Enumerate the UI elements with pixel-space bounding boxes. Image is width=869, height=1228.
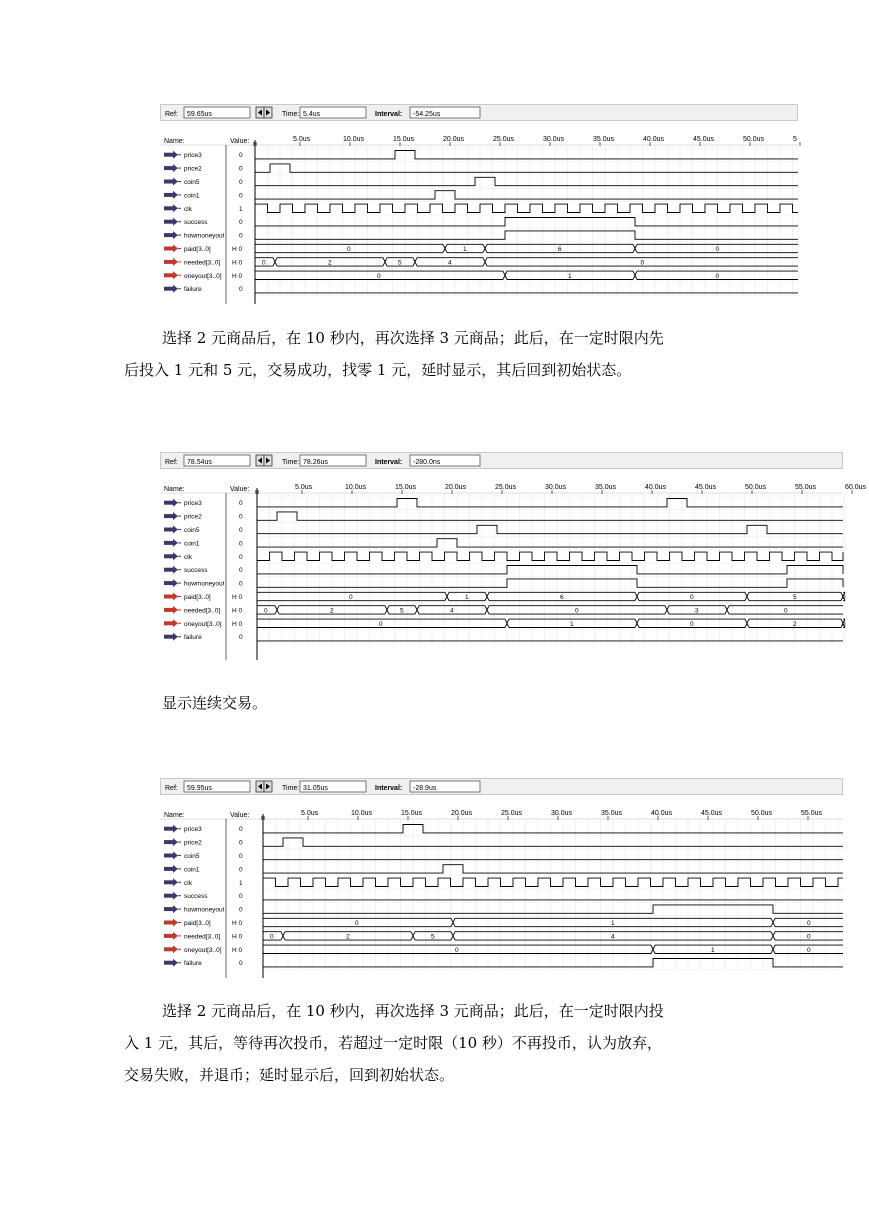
figure-2-signal-name: coin1: [184, 540, 200, 548]
figure-3-bus-value: 0: [807, 920, 811, 927]
figure-1-bus-value: 1: [568, 272, 572, 280]
figure-3-tick-label: 10.0us: [351, 810, 373, 817]
figure-2-signal-row: [164, 579, 843, 588]
figure-1-signal-value: 0: [239, 232, 243, 240]
figure-3-name-header: Name:: [164, 812, 185, 819]
figure-3-time-value: 31.05us: [303, 785, 328, 792]
figure-1-tick-label: 5.0us: [293, 136, 311, 143]
figure-1-signal-name: oneyout[3..0]: [184, 272, 222, 280]
figure-1-tick-label: 35.0us: [593, 136, 615, 143]
figure-2-signal-value: 0: [239, 580, 243, 588]
figure-2-waveform-coin5: [257, 525, 843, 533]
figure-3-waveform-price3: [263, 825, 843, 833]
figure-3-time-label: Time:: [282, 785, 300, 792]
figure-3-signal-name: needed[3..0]: [184, 933, 221, 941]
figure-2-bus-value: 2: [330, 607, 334, 615]
waveform-figure-3: [160, 778, 843, 980]
figure-3-tick-label: 40.0us: [651, 810, 673, 817]
figure-3-signal-name: price3: [184, 826, 202, 834]
figure-3-signal-value: 0: [239, 906, 243, 914]
figure-1-bus-value: 0: [715, 272, 720, 280]
figure-3-tick-label: 35.0us: [601, 810, 623, 817]
paragraph-3-line-1: 选择 2 元商品后，在 10 秒内，再次选择 3 元商品；此后，在一定时限内投: [162, 1002, 664, 1020]
figure-2-signal-row: [164, 633, 843, 642]
figure-3-tick-label: 15.0us: [401, 810, 423, 817]
figure-2-bus-value: 0: [379, 620, 383, 628]
figure-2-signal-value: 0: [239, 567, 243, 575]
figure-1-signal-row: [164, 258, 798, 267]
figure-3-bus-value: 1: [711, 946, 715, 954]
figure-3-signal-value: H 0: [232, 946, 243, 954]
figure-1-signal-name: price3: [184, 152, 202, 160]
figure-2-tick-label: 5.0us: [295, 484, 313, 491]
figure-3-tick-label: 5.0us: [301, 810, 319, 817]
figure-3-interval-label: Interval:: [375, 785, 403, 792]
figure-2-time-label: Time:: [282, 459, 300, 466]
figure-1-tick-label: 25.0us: [493, 136, 515, 143]
figure-3-bus-value: 0: [355, 920, 359, 927]
figure-2-ref-label: Ref:: [165, 459, 178, 466]
figure-3-signal-name: coin5: [184, 853, 200, 860]
figure-3-signal-value: 0: [239, 866, 243, 874]
figure-1-tick-label: 40.0us: [643, 136, 665, 143]
paragraph-3-line-2: 入 1 元，其后，等待再次投币，若超过一定时限（10 秒）不再投币，认为放弃，: [124, 1034, 662, 1052]
figure-3-tick-label: 45.0us: [701, 810, 723, 817]
figure-3-tick-label: 25.0us: [501, 810, 523, 817]
figure-1-bus-value: 1: [463, 246, 467, 253]
figure-1-waveform-coin5: [255, 177, 798, 185]
figure-2-waveform-clk: [257, 552, 843, 560]
figure-3-signal-row: [164, 838, 843, 847]
figure-2-bus-value: 0: [690, 594, 694, 601]
figure-1-signal-value: 0: [239, 165, 243, 173]
figure-2-signal-row: [164, 539, 843, 548]
figure-3-waveform-coin1: [263, 865, 843, 873]
figure-3-waveform-price2: [263, 838, 843, 846]
figure-1-interval-label: Interval:: [375, 111, 403, 118]
figure-1-signal-row: [164, 151, 798, 160]
figure-3-bus-value: 0: [807, 946, 811, 954]
figure-3-signal-name: oneyout[3..0]: [184, 946, 222, 954]
figure-2-waveform-howmoneyout: [257, 579, 843, 587]
figure-1-signal-name: price2: [184, 165, 202, 173]
figure-2-bus-value: 2: [793, 620, 797, 628]
figure-3-bus-value: 1: [611, 920, 615, 927]
figure-1-waveform-clk: [255, 204, 798, 212]
figure-2-tick-label: 50.0us: [745, 484, 767, 491]
figure-3-bus-value: 0: [455, 946, 459, 954]
figure-3-waveform-failure: [263, 959, 843, 967]
figure-1-signal-name: howmoneyout: [184, 232, 225, 240]
figure-2-waveform-coin1: [257, 539, 843, 547]
figure-2-signal-value: H 0: [232, 620, 243, 628]
figure-3-signal-row: [164, 959, 843, 968]
figure-1-signal-row: [164, 244, 798, 253]
figure-2-ref-value: 78.54us: [187, 459, 212, 466]
figure-3-bus-value: 5: [431, 933, 435, 941]
figure-2-signal-value: 0: [239, 500, 243, 508]
figure-1-signal-value: 1: [239, 205, 243, 213]
figure-1-bus-value: 4: [448, 259, 452, 267]
figure-1-tick-label: 50.0us: [743, 136, 765, 143]
figure-1-signal-value: H 0: [232, 272, 243, 280]
paragraph-3-line-3: 交易失败，并退币；延时显示后，回到初始状态。: [124, 1066, 455, 1084]
figure-1-signal-name: paid[3..0]: [184, 246, 211, 253]
figure-1-bus-value: 0: [377, 272, 381, 280]
figure-1-time-label: Time:: [282, 111, 300, 118]
figure-3-signal-row: [164, 918, 843, 927]
figure-1-bus-value: 0: [262, 259, 266, 267]
figure-3-signal-value: H 0: [232, 933, 243, 941]
figure-2-time-value: 78.26us: [303, 459, 328, 466]
figure-2-signal-name: success: [184, 567, 208, 575]
figure-1-interval-value: -54.25us: [413, 111, 441, 118]
figure-1-ref-label: Ref:: [165, 111, 178, 118]
figure-1-tick-label: 15.0us: [393, 136, 415, 143]
figure-1-signal-row: [164, 285, 798, 294]
figure-3-signal-name: coin1: [184, 866, 200, 874]
figure-2-signal-value: H 0: [232, 607, 243, 615]
figure-3-signal-name: success: [184, 893, 208, 901]
figure-1-signal-name: clk: [184, 205, 192, 213]
figure-1-bus-value: 0: [715, 246, 720, 253]
figure-1-signal-row: [164, 204, 798, 213]
figure-2-signal-name: price3: [184, 500, 202, 508]
figure-3-value-header: Value:: [230, 812, 250, 819]
figure-3-signal-row: [164, 878, 843, 887]
figure-2-signal-name: needed[3..0]: [184, 607, 221, 615]
figure-2-tick-label: 20.0us: [445, 484, 467, 491]
figure-3-signal-value: 1: [239, 879, 243, 887]
figure-2-signal-row: [164, 592, 846, 601]
figure-2-signal-row: [164, 525, 843, 534]
figure-3-bus-value: 0: [807, 933, 811, 941]
figure-1-ref-value: 59.65us: [187, 111, 212, 118]
figure-2-bus-value: 0: [842, 620, 846, 628]
figure-2-bus-value: 4: [450, 607, 454, 615]
figure-3-waveform-howmoneyout: [263, 905, 843, 913]
figure-2-signal-value: 0: [239, 513, 243, 521]
figure-3-signal-value: 0: [239, 853, 243, 860]
figure-2-signal-name: oneyout[3..0]: [184, 620, 222, 628]
figure-2-signal-row: [164, 619, 846, 628]
figure-2-bus-value: 0: [264, 607, 268, 615]
figure-2-tick-label: 35.0us: [595, 484, 617, 491]
figure-1-waveform-price2: [255, 164, 798, 172]
figure-1-name-header: Name:: [164, 138, 185, 145]
figure-1-tick-label: 5: [793, 136, 797, 143]
figure-2-tick-label: 40.0us: [645, 484, 667, 491]
figure-3-signal-row: [164, 932, 843, 941]
figure-2-bus-value: 0: [349, 594, 353, 601]
figure-1-signal-value: 0: [239, 192, 243, 200]
figure-2-waveform-price3: [257, 499, 843, 507]
figure-1-value-header: Value:: [230, 138, 250, 145]
figure-1-signal-value: 0: [239, 219, 243, 227]
figure-2-signal-value: 0: [239, 540, 243, 548]
figure-1-signal-name: coin5: [184, 179, 200, 186]
figure-1-waveform-coin1: [255, 191, 798, 199]
figure-1-bus-value: 0: [347, 246, 351, 253]
paragraph-1-line-2: 后投入 1 元和 5 元，交易成功，找零 1 元，延时显示，其后回到初始状态。: [124, 361, 632, 379]
figure-2-signal-row: [164, 566, 843, 575]
figure-2-tick-label: 45.0us: [695, 484, 717, 491]
figure-1-signal-row: [164, 177, 798, 186]
figure-3-signal-name: clk: [184, 879, 192, 887]
figure-1-signal-value: 0: [239, 179, 243, 186]
figure-3-signal-name: price2: [184, 839, 202, 847]
figure-3-signal-row: [164, 865, 843, 874]
figure-3-tick-label: 55.0us: [801, 810, 823, 817]
figure-2-tick-label: 55.0us: [795, 484, 817, 491]
figure-3-signal-row: [164, 905, 843, 914]
figure-1-bus-value: 2: [328, 259, 332, 267]
figure-2-bus-value: 5: [400, 607, 404, 615]
figure-3-signal-row: [164, 892, 843, 901]
figure-2-signal-name: paid[3..0]: [184, 594, 211, 601]
figure-1-signal-value: 0: [239, 152, 243, 160]
figure-2-bus-value: 1: [570, 620, 574, 628]
figure-1-tick-label: 45.0us: [693, 136, 715, 143]
figure-2-signal-value: 0: [239, 553, 243, 561]
figure-3-signal-name: paid[3..0]: [184, 920, 211, 927]
figure-1-signal-row: [164, 271, 798, 280]
figure-2-tick-label: 15.0us: [395, 484, 417, 491]
figure-2-signal-name: price2: [184, 513, 202, 521]
figure-1-time-value: 5.4us: [303, 111, 321, 118]
figure-2-bus-value: 5: [793, 594, 797, 601]
figure-2-tick-label: 30.0us: [545, 484, 567, 491]
figure-2-grid: [260, 494, 845, 643]
figure-1-bus-value: 0: [640, 259, 645, 267]
figure-1-signal-row: [164, 218, 798, 227]
figure-2-bus-value: 1: [465, 594, 469, 601]
figure-1-waveform-howmoneyout: [255, 231, 798, 239]
figure-2-interval-value: -280.0ns: [413, 459, 441, 466]
figure-3-tick-label: 30.0us: [551, 810, 573, 817]
paragraph-1-line-1: 选择 2 元商品后，在 10 秒内，再次选择 3 元商品；此后，在一定时限内先: [162, 329, 664, 347]
figure-2-waveform-success: [257, 566, 843, 574]
figure-3-bus-value: 4: [611, 933, 615, 941]
figure-2-signal-name: coin5: [184, 527, 200, 534]
figure-2-bus-value: 0: [690, 620, 694, 628]
figure-3-grid: [266, 820, 843, 969]
figure-2-signal-row: [164, 552, 843, 561]
figure-2-signal-value: 0: [239, 527, 243, 534]
figure-2-signal-row: [164, 499, 843, 508]
figure-1-signal-name: coin1: [184, 192, 200, 200]
figure-1-signal-name: needed[3..0]: [184, 259, 221, 267]
waveform-figure-1: [160, 104, 798, 306]
figure-3-tick-label: 50.0us: [751, 810, 773, 817]
figure-3-signal-row: [164, 852, 843, 861]
figure-1-waveform-price3: [255, 151, 798, 159]
figure-2-bus-value: 0: [575, 607, 579, 615]
paragraph-3: [124, 995, 824, 1091]
figure-1-bus-value: 5: [398, 259, 402, 267]
figure-3-signal-row: [164, 825, 843, 834]
figure-3-signal-value: 0: [239, 839, 243, 847]
figure-3-bus-value: 2: [346, 933, 350, 941]
figure-2-signal-row: [164, 606, 843, 615]
paragraph-2-line-1: 显示连续交易。: [162, 694, 268, 712]
figure-2-value-header: Value:: [230, 486, 250, 493]
paragraph-2: [124, 687, 824, 719]
figure-1-tick-label: 30.0us: [543, 136, 565, 143]
figure-1-signal-row: [164, 191, 798, 200]
figure-2-signal-name: clk: [184, 553, 192, 561]
figure-1-waveform-success: [255, 218, 798, 226]
figure-3-tick-label: 20.0us: [451, 810, 473, 817]
figure-3-signal-value: 0: [239, 960, 243, 968]
figure-1-tick-label: 20.0us: [443, 136, 465, 143]
figure-2-name-header: Name:: [164, 486, 185, 493]
figure-2-interval-label: Interval:: [375, 459, 403, 466]
figure-2-bus-value: 0: [784, 607, 788, 615]
figure-1-bus-value: 6: [558, 246, 562, 253]
figure-3-signal-value: 0: [239, 893, 243, 901]
figure-2-bus-value: 6: [560, 594, 564, 601]
figure-2-signal-value: 0: [239, 634, 243, 642]
figure-1-signal-row: [164, 164, 798, 173]
figure-2-bus-value: 3: [695, 607, 699, 615]
figure-3-waveform-clk: [263, 878, 843, 886]
figure-1-signal-value: 0: [239, 286, 243, 294]
figure-3-signal-name: howmoneyout: [184, 906, 225, 914]
figure-3-signal-value: H 0: [232, 920, 243, 927]
figure-2-signal-name: howmoneyout: [184, 580, 225, 588]
figure-3-ref-value: 59.95us: [187, 785, 212, 792]
figure-3-interval-value: -28.9us: [413, 785, 437, 792]
figure-2-bus-value: 0: [842, 594, 846, 601]
figure-3-signal-value: 0: [239, 826, 243, 834]
figure-1-tick-label: 10.0us: [343, 136, 365, 143]
paragraph-1: [124, 322, 824, 386]
figure-1-signal-value: H 0: [232, 259, 243, 267]
figure-3-ref-label: Ref:: [165, 785, 178, 792]
figure-2-waveform-price2: [257, 512, 843, 520]
figure-1-signal-name: failure: [184, 286, 202, 294]
figure-1-signal-row: [164, 231, 798, 240]
figure-2-tick-label: 60.0us: [845, 484, 867, 491]
figure-2-tick-label: 25.0us: [495, 484, 517, 491]
figure-2-signal-value: H 0: [232, 594, 243, 601]
figure-3-signal-row: [164, 945, 843, 954]
figure-2-tick-label: 10.0us: [345, 484, 367, 491]
figure-1-signal-value: H 0: [232, 246, 243, 253]
figure-3-bus-value: 0: [270, 933, 274, 941]
figure-1-signal-name: success: [184, 219, 208, 227]
figure-2-signal-name: failure: [184, 634, 202, 642]
figure-2-signal-row: [164, 512, 843, 521]
figure-3-signal-name: failure: [184, 960, 202, 968]
waveform-figure-2: [160, 452, 867, 662]
